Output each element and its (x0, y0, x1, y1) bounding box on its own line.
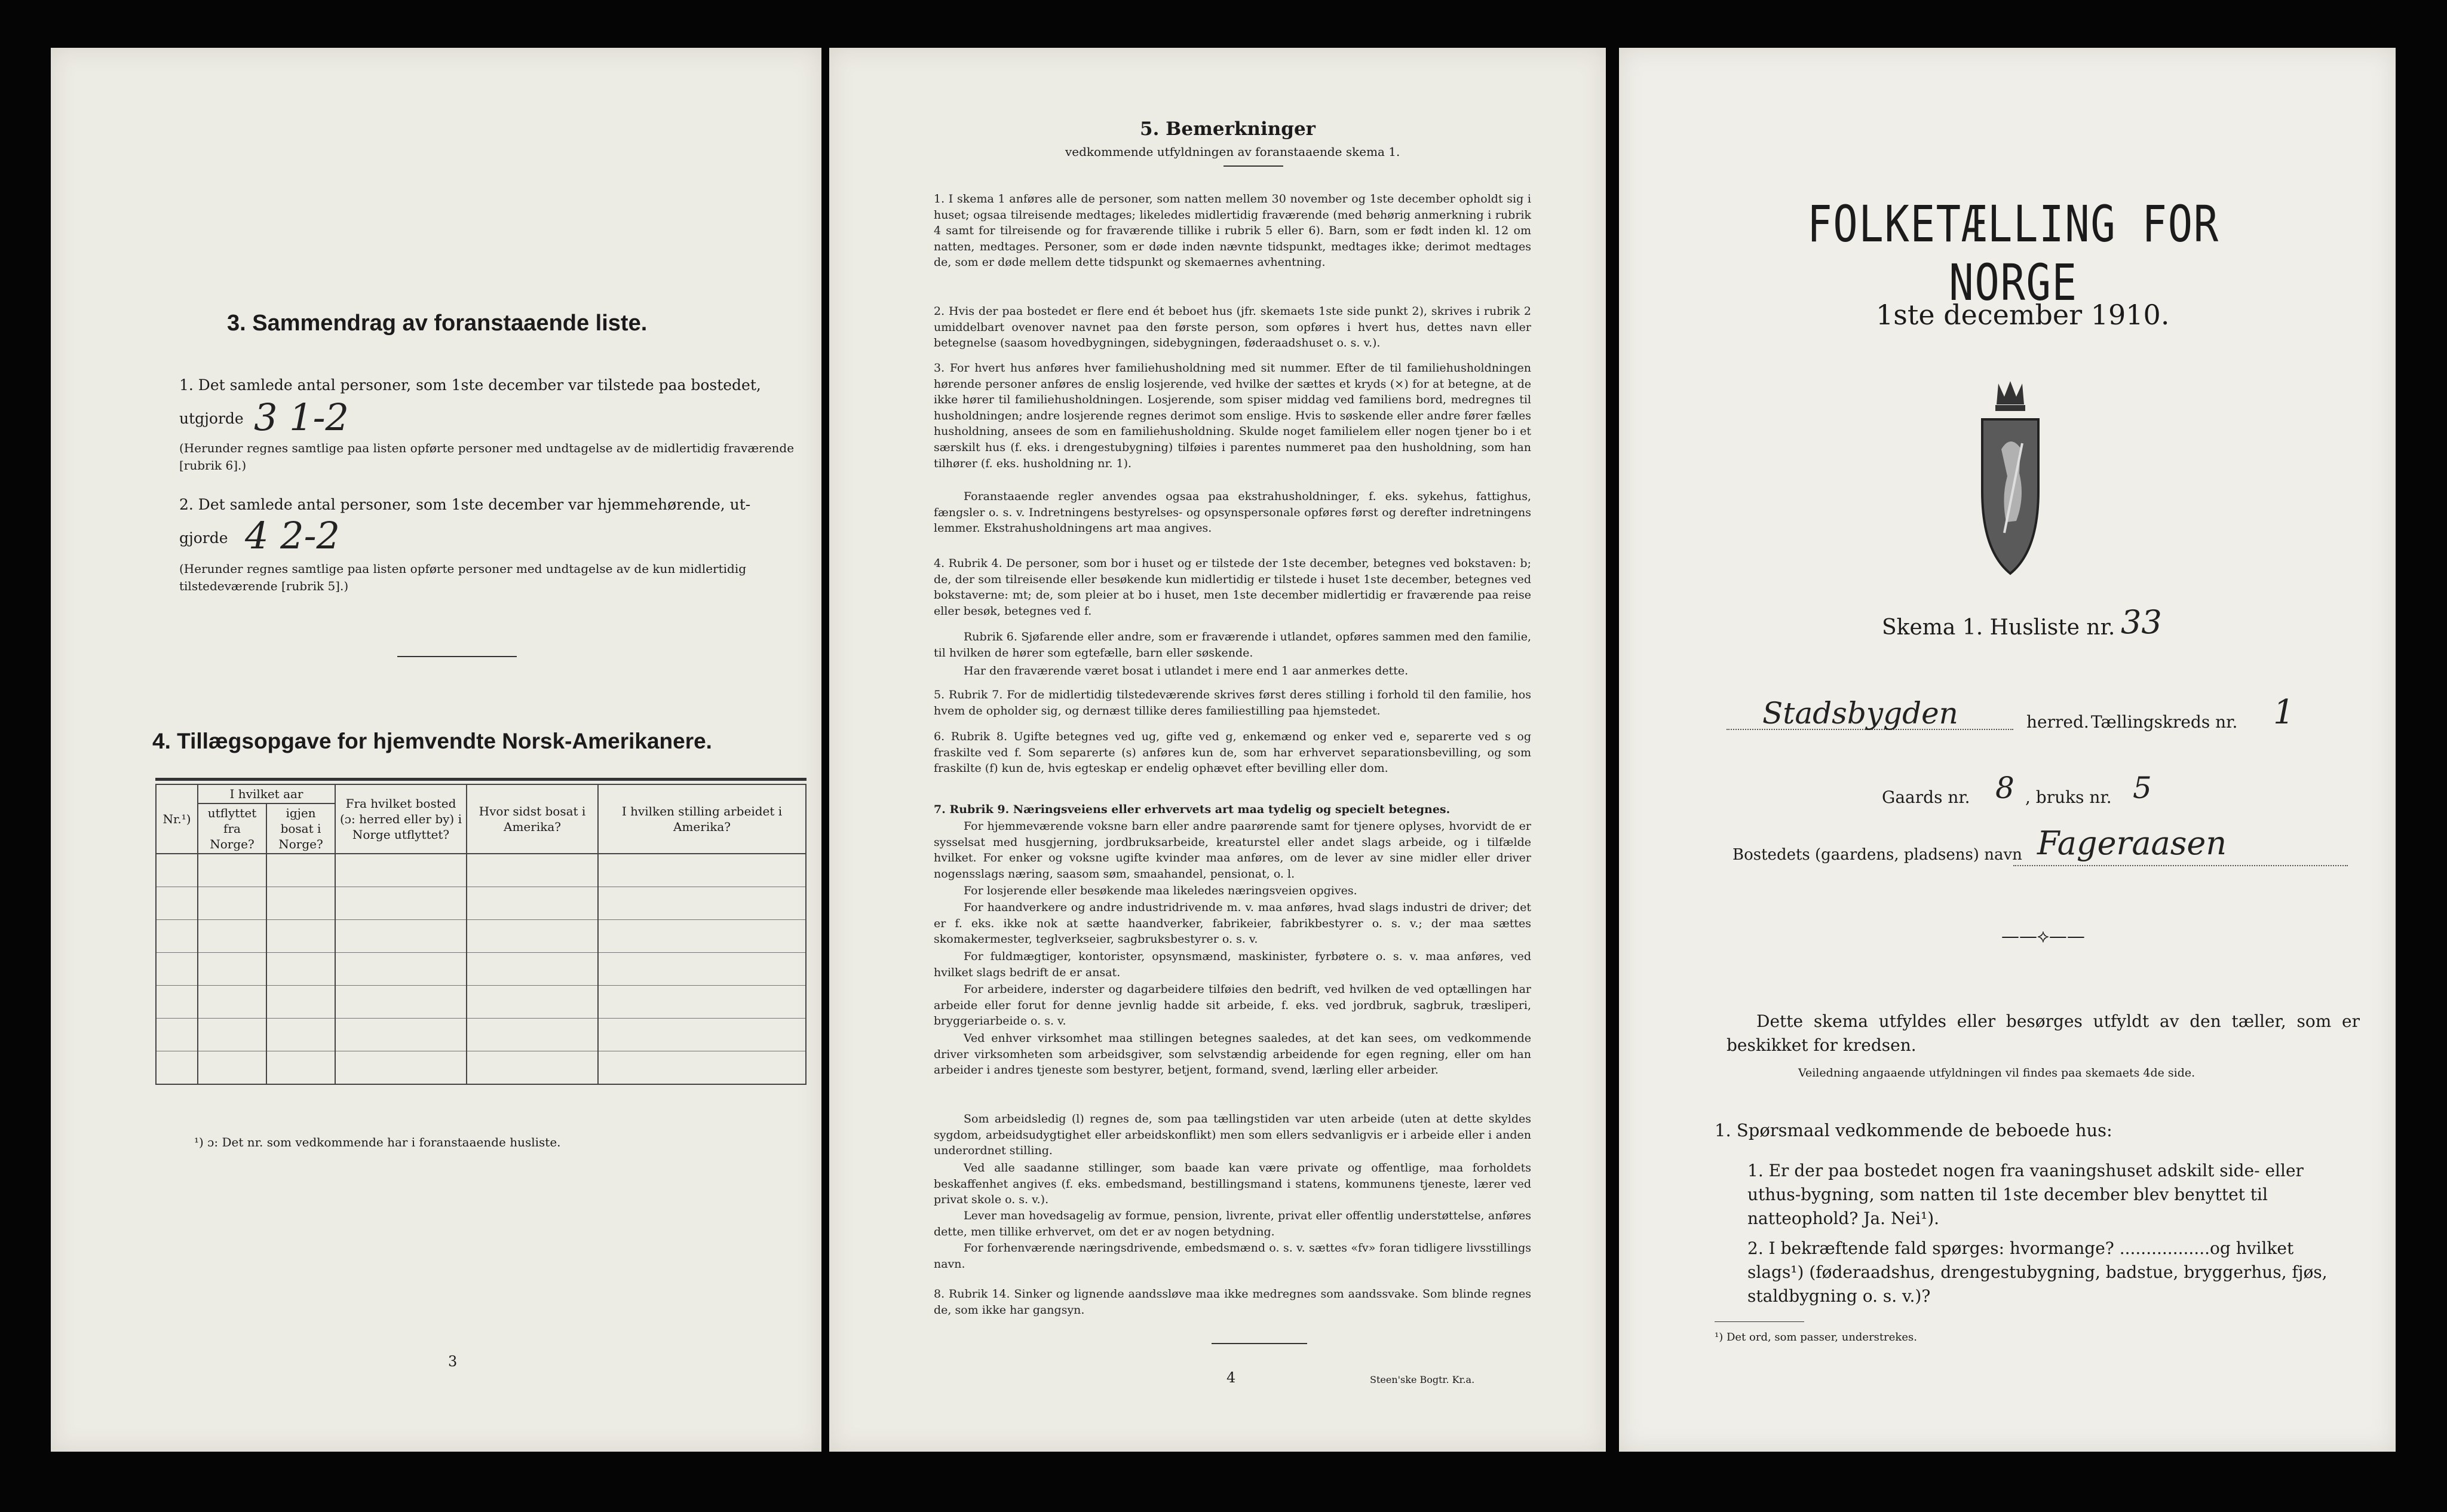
item1-note: (Herunder regnes samtlige paa listen opførte personer med undtagelse av de midlertidig fraværende [rubrik 6].) (179, 441, 795, 473)
ornament-divider: ——⟡—— (2001, 926, 2085, 947)
table-top-rule (155, 778, 807, 781)
col-fra-hvilket: Fra hvilket bosted (ɔ: herred eller by) i Norge utflyttet? (335, 784, 467, 854)
table-row (156, 1019, 806, 1051)
page-4 (829, 48, 1606, 1452)
bemerkning-7j: For forhenværende næringsdrivende, embedsmænd o. s. v. sættes «fv» foran tidligere livsstillings navn. (934, 1241, 1531, 1271)
table-row (156, 920, 806, 953)
item2-gjorde: gjorde (179, 529, 228, 547)
table-footnote: ¹) ɔ: Det nr. som vedkommende har i foranstaaende husliste. (194, 1135, 561, 1149)
table-row (156, 953, 806, 986)
husliste-nr-value: 33 (2121, 603, 2162, 641)
question-1: 1. Er der paa bostedet nogen fra vaaningshuset adskilt side- eller uthus-bygning, som natten til 1ste december blev benyttet til natteophold? Ja. Nei¹). (1747, 1161, 2304, 1228)
item1-handwritten-value: 3 1-2 (254, 395, 349, 439)
kreds-label: Tællingskreds nr. (2091, 712, 2238, 732)
herred-label: herred. (2026, 712, 2089, 732)
table-row (156, 1051, 806, 1085)
item2-handwritten-value: 4 2-2 (245, 514, 340, 557)
col-nr: Nr.¹) (156, 784, 198, 854)
item1-text: 1. Det samlede antal personer, som 1ste december var tilstede paa bostedet, (179, 376, 761, 394)
bruks-label: , bruks nr. (2025, 787, 2112, 807)
bemerkning-7: 7. Rubrik 9. Næringsveiens eller erhvervets art maa tydelig og specielt betegnes. (934, 803, 1451, 816)
kreds-value: 1 (2273, 693, 2295, 732)
bemerkning-7a: For hjemmeværende voksne barn eller andre paarørende samt for tjenere oplyses, hvorvidt de er sysselsat med husgjerning, jordbruksarbeide, kreaturstel eller andet slags arbeide, og i tilfælde hvilket. For enker og voksne ugifte kvinder maa anføres, om de lever av sine midler eller driver nogensslags næring, saasom søm, smaahandel, pensionat, o. l. (934, 820, 1531, 881)
intro-note: Veiledning angaaende utfyldningen vil findes paa skemaets 4de side. (1798, 1066, 2195, 1079)
divider (397, 656, 517, 657)
printer-mark: Steen'ske Bogtr. Kr.a. (1370, 1374, 1475, 1385)
norsk-amerikanere-table (155, 784, 807, 1085)
bottom-rule (1212, 1343, 1307, 1344)
footnote: ¹) Det ord, som passer, understrekes. (1715, 1331, 1917, 1344)
col-igjen: igjen bosat i Norge? (266, 803, 335, 854)
col-stilling: I hvilken stilling arbeidet i Amerika? (598, 784, 806, 854)
bosted-value: Fageraasen (2037, 824, 2227, 862)
bemerkning-7i: Lever man hovedsagelig av formue, pension, livrente, privat eller offentlig understøttelse, anføres dette, men tillike erhvervet, om det er av nogen betydning. (934, 1209, 1531, 1238)
bemerkning-4c: Har den fraværende været bosat i utlandet i mere end 1 aar anmerkes dette. (964, 664, 1409, 677)
bemerkning-7h: Ved alle saadanne stillinger, som baade kan være private og offentlige, maa forholdets beskaffenhet angives (f. eks. embedsmand, bestillingsmand i statens, kommunens tjeneste, lærer ved privat skole o. s. v.). (934, 1161, 1531, 1207)
census-title: FOLKETÆLLING FOR NORGE (1807, 195, 2219, 312)
bemerkninger-subtitle: vedkommende utfyldningen av foranstaaende skema 1. (1065, 145, 1400, 159)
bemerkning-7g: Som arbeidsledig (l) regnes de, som paa tællingstiden var uten arbeide (uten at dette skyldes sygdom, arbeidsudygtighet eller arbeidskonflikt) men som ellers sedvanligvis er i arbeide eller i anden underordnet stilling. (934, 1112, 1531, 1158)
col-hvor-sidst: Hvor sidst bosat i Amerika? (467, 784, 598, 854)
bemerkning-8: 8. Rubrik 14. Sinker og lignende aandssløve maa ikke medregnes som aandssvake. Som blinde regnes de, som ikke har gangsyn. (934, 1287, 1531, 1317)
col-group-aar: I hvilket aar (198, 784, 335, 803)
gaards-label: Gaards nr. (1882, 787, 1970, 807)
table-row (156, 854, 806, 887)
bemerkning-1: 1. I skema 1 anføres alle de personer, som natten mellem 30 november og 1ste december opholdt sig i huset; ogsaa tilreisende medtages; likeledes midlertidig fraværende (med behørig anmerkning i rubrik 4 samt for tilreisende og for fraværende tillike i rubrik 5 eller 6). Barn, som er født inden kl. 12 om natten, medtages. Personer, som er døde inden nævnte tidspunkt, medtages ikke; derimot medtages de, som er døde mellem dette tidspunkt og skemaernes avhentning. (934, 192, 1531, 269)
norwegian-coat-of-arms-icon (1977, 378, 2043, 581)
questions-heading: 1. Spørsmaal vedkommende de beboede hus: (1715, 1120, 2112, 1140)
bemerkning-4: 4. Rubrik 4. De personer, som bor i huset og er tilstede der 1ste december, betegnes ved bokstaven: b; de, der som tilreisende eller besøkende kun midlertidig er tilstede i huset 1ste december, betegnes ved bokstaverne: mt; de, som pleier at bo i huset, men 1ste december midlertidig er fraværende paa reise eller besøk, betegnes ved f. (934, 557, 1531, 618)
col-utflyttet: utflyttet fra Norge? (198, 803, 266, 854)
skema-label: Skema 1. Husliste nr. (1882, 615, 2115, 640)
footnote-rule (1715, 1321, 1804, 1322)
table-row (156, 887, 806, 920)
intro-text: Dette skema utfyldes eller besørges utfyldt av den tæller, som er beskikket for kredsen. (1727, 1011, 2360, 1055)
bemerkning-3b: Foranstaaende regler anvendes ogsaa paa ekstrahusholdninger, f. eks. sykehus, fattighus, fængsler o. s. v. Indretningens bestyrelses- og opsynspersonale opføres først og derefter indretningens lemmer. Ekstrahusholdningens art maa angives. (934, 490, 1531, 535)
bemerkning-5: 5. Rubrik 7. For de midlertidig tilstedeværende skrives først deres stilling i forhold til den familie, hos hvem de opholder sig, og dernæst tillike deres familiestilling paa hjemstedet. (934, 688, 1531, 717)
page-3 (51, 48, 821, 1452)
table-row (156, 986, 806, 1019)
bemerkning-7d: For fuldmægtiger, kontorister, opsynsmænd, maskinister, fyrbøtere o. s. v. maa anføres, ved hvilket slags bedrift de er ansat. (934, 950, 1531, 979)
herred-value: Stadsbygden (1762, 696, 1958, 731)
section3-title: 3. Sammendrag av foranstaaende liste. (227, 311, 648, 336)
bemerkninger-title: 5. Bemerkninger (1140, 118, 1316, 140)
item2-text: 2. Det samlede antal personer, som 1ste december var hjemmehørende, ut- (179, 496, 751, 513)
bemerkning-7f: Ved enhver virksomhet maa stillingen betegnes saaledes, at det kan sees, om vedkommende driver virksomheten som arbeidsgiver, som selvstændig arbeidende for egen regning, eller om han arbeider i andres tjeneste som bestyrer, betjent, formand, svend, lærling eller arbeider. (934, 1032, 1531, 1077)
bruks-value: 5 (2133, 771, 2152, 805)
bemerkning-7e: For arbeidere, inderster og dagarbeidere tilføies den bedrift, ved hvilken de ved optællingen har arbeide eller forut for denne jevnlig hadde sit arbeide, f. eks. ved jordbruk, sagbruk, træsliperi, bryggeriarbeide o. s. v. (934, 983, 1531, 1028)
page-1 (1619, 48, 2396, 1452)
bemerkning-2: 2. Hvis der paa bostedet er flere end ét beboet hus (jfr. skemaets 1ste side punkt 2), skrives i rubrik 2 umiddelbart ovenover navnet paa den første person, som opføres i hvert hus, dettes navn eller betegnelse (saasom hovedbygningen, sidebygningen, føderaadshuset o. s. v.). (934, 305, 1531, 350)
item2-note: (Herunder regnes samtlige paa listen opførte personer med undtagelse av de kun midlertidig tilstedeværende [rubrik 5].) (179, 562, 747, 593)
question-2: 2. I bekræftende fald spørges: hvormange? .................og hvilket slags¹) (føderaadshus, drengestubygning, badstue, bryggerhus, fjøs, staldbygning o. s. v.)? (1747, 1238, 2328, 1306)
census-date: 1ste december 1910. (1876, 299, 2170, 331)
bemerkning-7b: For losjerende eller besøkende maa likeledes næringsveien opgives. (964, 884, 1357, 897)
bemerkning-7c: For haandverkere og andre industridrivende m. v. maa anføres, hvad slags industri de driver; det er f. eks. ikke nok at sætte haandverker, fabrikeier, fabrikbestyrer o. s. v.; der maa sættes skomakermester, teglverkseier, sagbruksbestyrer o. s. v. (934, 901, 1531, 946)
gaards-value: 8 (1995, 771, 2014, 805)
bosted-label: Bostedets (gaardens, pladsens) navn (1732, 846, 2022, 864)
section4-title: 4. Tillægsopgave for hjemvendte Norsk-Amerikanere. (152, 729, 712, 753)
bemerkning-4b: Rubrik 6. Sjøfarende eller andre, som er fraværende i utlandet, opføres sammen med den familie, til hvilken de hører som egtefælle, barn eller søskende. (934, 630, 1531, 660)
bemerkning-3: 3. For hvert hus anføres hver familiehusholdning med sit nummer. Efter de til familiehusholdningen hørende personer anføres de enslig losjerende, ved hvilke der sættes et kryds (×) for at betegne, at de ikke hører til familiehusholdningen. Losjerende, som spiser middag ved familiens bord, medregnes til husholdningen; andre losjerende regnes derimot som enslige. Hvis to søskende eller andre fører fælles husholdning, ansees de som en familiehusholdning. Skulde noget familielem eller nogen tjener bo i et særskilt hus (f. eks. i drengestubygning) tilføies i parentes nummeret paa den husholdning, som han tilhører (f. eks. husholdning nr. 1). (934, 361, 1531, 470)
subtitle-rule (1224, 165, 1283, 167)
page-number: 3 (448, 1353, 458, 1370)
item1-utgjorde: utgjorde (179, 410, 244, 427)
bemerkning-6: 6. Rubrik 8. Ugifte betegnes ved ug, gifte ved g, enkemænd og enker ved e, separerte ved s og fraskilte ved f. Som separerte (s) anføres kun de, som har erhvervet separationsbevilling, og som fraskilte (f) kun de, hvis egteskap er endelig ophævet efter bevilling eller dom. (934, 730, 1531, 775)
page-number: 4 (1226, 1369, 1236, 1386)
